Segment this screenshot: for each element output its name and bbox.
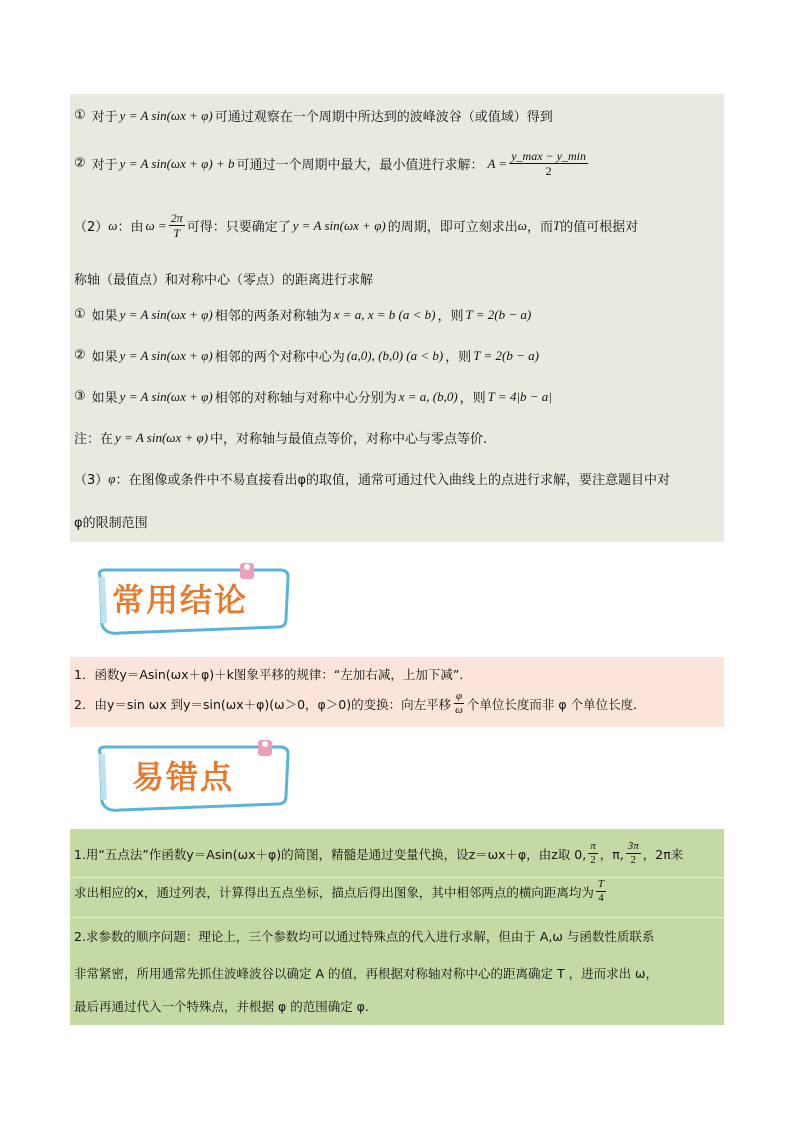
formula: y = A sin(ωx + φ) xyxy=(115,429,209,445)
formula: x = a, (b,0) xyxy=(398,388,458,404)
note-line-5 xyxy=(74,305,531,324)
text: 对于 xyxy=(91,110,118,125)
denominator: T xyxy=(173,226,181,240)
numerator: φ xyxy=(455,690,463,702)
conclusions-section xyxy=(70,657,724,727)
text: ，π, xyxy=(599,846,624,862)
numerator: 3π xyxy=(627,840,639,852)
numerator: y_max − y_min xyxy=(511,149,586,163)
marker: ① xyxy=(74,307,86,322)
text: 相邻的对称轴与对称中心分别为 xyxy=(214,391,397,406)
note-line-9 xyxy=(74,469,670,488)
heading-title: 易错点 xyxy=(132,758,235,796)
note-line-7 xyxy=(74,387,552,406)
marker: ① xyxy=(74,108,86,123)
formula: x = a, x = b (a < b) xyxy=(333,306,436,322)
text: 相邻的两个对称中心为 xyxy=(214,350,345,365)
text: ，则 xyxy=(445,350,472,365)
text: （3） xyxy=(74,473,109,488)
text: ：由 xyxy=(117,220,144,235)
fraction xyxy=(588,841,598,866)
text: 如果 xyxy=(91,309,118,324)
conclusion-item-1 xyxy=(74,665,472,683)
denominator: 2 xyxy=(590,854,596,866)
note-line-8 xyxy=(74,428,487,447)
marker: ② xyxy=(74,348,86,363)
text: 相邻的两条对称轴为 xyxy=(214,309,332,324)
numerator: 2π xyxy=(170,211,183,225)
note-line-4 xyxy=(74,269,373,288)
denominator: 2 xyxy=(630,854,636,866)
numerator: T xyxy=(597,878,605,890)
text: 可通过观察在一个周期中所达到的波峰波谷（或值域）得到 xyxy=(214,110,553,125)
common-mistakes-heading xyxy=(92,740,282,802)
formula: ω = xyxy=(145,217,167,233)
text: 的值可根据对 xyxy=(560,220,639,235)
symbol: ω xyxy=(517,217,527,233)
formula: y = A sin(ωx + φ) + b xyxy=(119,155,235,171)
conclusion-item-2 xyxy=(74,691,646,716)
symbol: T xyxy=(552,217,561,233)
text: 注：在 xyxy=(74,432,114,447)
text: （2） xyxy=(74,220,109,235)
formula: y = A sin(ωx + φ) xyxy=(292,217,386,233)
symbol: φ xyxy=(108,470,116,486)
formula: T = 2(b − a) xyxy=(465,306,532,322)
text: 2．由y＝sin ωx 到y＝sin(ωx＋φ)(ω＞0，φ＞0)的变换：向左平移 xyxy=(74,696,452,712)
fraction xyxy=(596,879,606,904)
mistakes-section xyxy=(70,829,724,1025)
formula: A = xyxy=(487,155,508,171)
text: 2.求参数的顺序问题：理论上，三个参数均可以通过特殊点的代入进行求解，但由于 A,ω 与函数性质联系 xyxy=(74,929,655,944)
marker: ② xyxy=(74,156,86,171)
formula: y = A sin(ωx + φ) xyxy=(119,388,213,404)
text: 可得：只要确定了 xyxy=(186,220,291,235)
formula: y = A sin(ωx + φ) xyxy=(119,347,213,363)
mistake-item-2-line-3 xyxy=(74,997,369,1015)
text: ：在图像或条件中不易直接看出φ的取值，通常可通过代入曲线上的点进行求解，要注意题目中对 xyxy=(115,473,671,488)
formula-notes-section xyxy=(70,94,724,542)
text: 如果 xyxy=(91,350,118,365)
denominator: 2 xyxy=(545,164,552,178)
text: 个单位长度而非 φ 个单位长度． xyxy=(466,696,646,712)
note-line-10 xyxy=(74,512,148,531)
formula: T = 2(b − a) xyxy=(473,347,539,363)
mistake-item-1-line-1 xyxy=(74,841,683,866)
text: 对于 xyxy=(91,158,118,173)
text: ，则 xyxy=(459,391,486,406)
divider xyxy=(70,917,724,918)
text: ，而 xyxy=(526,220,553,235)
mistake-item-2-line-2 xyxy=(74,964,658,982)
note-line-2 xyxy=(74,150,590,177)
shift-fraction xyxy=(453,691,465,716)
text: 的周期，即可立刻求出 xyxy=(387,220,518,235)
mistake-item-1-line-2 xyxy=(74,879,608,904)
text: ，则 xyxy=(437,309,464,324)
formula: T = 4|b − a| xyxy=(487,388,552,404)
text: 称轴（最值点）和对称中心（零点）的距离进行求解 xyxy=(74,273,374,288)
omega-fraction xyxy=(169,212,185,239)
marker: ③ xyxy=(74,389,86,404)
mistake-item-2-line-1 xyxy=(74,927,654,945)
formula: y = A sin(ωx + φ) xyxy=(119,306,213,322)
text: ，2π来 xyxy=(642,846,684,862)
text: 可通过一个周期中最大，最小值进行求解： xyxy=(236,158,484,173)
amplitude-fraction xyxy=(509,150,588,177)
numerator: π xyxy=(590,840,596,852)
text: φ的限制范围 xyxy=(74,516,148,531)
divider xyxy=(70,877,724,878)
fraction xyxy=(626,841,641,866)
text: 1.用“五点法”作函数y＝Asin(ωx＋φ)的简图，精髓是通过变量代换，设z＝ωx＋φ，由z取 0, xyxy=(74,846,587,862)
text: 如果 xyxy=(91,391,118,406)
note-line-3 xyxy=(74,212,638,239)
text: 非常紧密，所用通常先抓住波峰波谷以确定 A 的值，再根据对称轴对称中心的距离确定 T ，进而求出 ω， xyxy=(74,966,659,981)
note-line-1 xyxy=(74,106,553,125)
text: 中，对称轴与最值点等价，对称中心与零点等价. xyxy=(210,432,488,447)
formula: y = A sin(ωx + φ) xyxy=(119,107,213,123)
text: 1．函数y＝Asin(ωx＋φ)＋k图象平移的规律：“左加右减，上加下减”． xyxy=(74,667,472,682)
text: 最后再通过代入一个特殊点，并根据 φ 的范围确定 φ. xyxy=(74,999,369,1014)
common-conclusions-heading xyxy=(92,563,282,625)
note-line-6 xyxy=(74,346,539,365)
symbol: ω xyxy=(108,217,118,233)
heading-title: 常用结论 xyxy=(112,581,249,619)
text: 求出相应的x，通过列表，计算得出五点坐标，描点后得出图象，其中相邻两点的横向距离均为 xyxy=(74,884,594,900)
formula: (a,0), (b,0) (a < b) xyxy=(346,347,444,363)
denominator: 4 xyxy=(598,892,604,904)
denominator: ω xyxy=(455,704,463,716)
